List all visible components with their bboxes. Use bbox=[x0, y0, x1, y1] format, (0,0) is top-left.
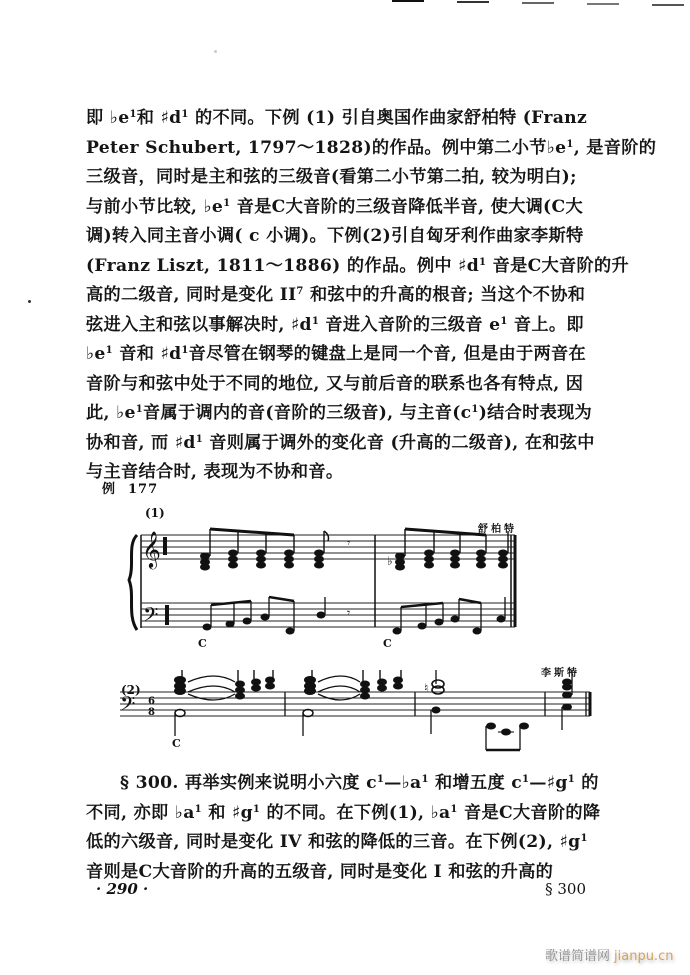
text-line-content: (Franz Liszt, 1811～1886) 的作品。例中 $♯d^1$ 音是C大音阶的升 bbox=[86, 255, 629, 276]
rule-mark bbox=[457, 1, 489, 3]
score-example-1 bbox=[125, 525, 525, 640]
svg-text:𝄞: 𝄞 bbox=[142, 530, 161, 568]
section-number: § 300. bbox=[120, 773, 185, 793]
text-line bbox=[86, 104, 616, 134]
text-line-content: 协和音, 而 $♯d^1$ 音则属于调外的变化音 (升高的二级音), 在和弦中 bbox=[86, 432, 595, 453]
part-1-composer: 舒柏特 bbox=[478, 524, 517, 535]
chord-label-c: C bbox=[198, 637, 207, 650]
text-line: 不同, 亦即 $♭a^1$ 和 $♯g^1$ 的不同。在下例(1), $♭a^1$ 音是C大音阶的降 bbox=[86, 802, 601, 823]
part-2-label: (2) bbox=[121, 683, 141, 697]
watermark bbox=[545, 945, 673, 964]
watermark-cn: 歌谱简谱网 bbox=[545, 949, 611, 964]
svg-text:♭: ♭ bbox=[387, 554, 393, 568]
text-line bbox=[86, 222, 616, 252]
text-line: 低的六级音, 同时是变化 IV 和弦的降低的三音。在下例(2), $♯g^1$ bbox=[86, 832, 588, 852]
text-line bbox=[86, 429, 616, 459]
top-edge-rules bbox=[0, 0, 690, 8]
text-line-content: 与主音结合时, 表现为不协和音。 bbox=[86, 462, 344, 482]
text-line: § 300. 再举实例来说明小六度 $c^1—♭a^1$ 和增五度 $c^1—♯g^1$ 的 bbox=[120, 773, 599, 793]
example-word: 例 bbox=[102, 482, 117, 497]
text-line-content: 此, $♭e^1$音属于调内的音(音阶的三级音), 与主音$(c^1)$结合时表现为 bbox=[86, 403, 593, 423]
text-line-content: 调)转入同主音小调( c 小调)。下例(2)引自匈牙利作曲家李斯特 bbox=[86, 226, 584, 246]
text-line bbox=[86, 340, 616, 370]
rule-mark bbox=[652, 4, 684, 6]
text-line bbox=[86, 163, 616, 193]
text-line-content: $♭e^1$ 音和 $♯d^1$音尽管在钢琴的键盘上是同一个音, 但是由于两音在 bbox=[86, 344, 586, 364]
text-line-content: 弦进入主和弦以事解决时, $♯d^1$ 音进入音阶的三级音 $e^1$ 音上。即 bbox=[86, 314, 584, 335]
text-line-content: 三级音，同时是主和弦的三级音(看第二小节第二拍, 较为明白); bbox=[86, 167, 577, 187]
svg-text:♮: ♮ bbox=[424, 681, 429, 695]
svg-text:𝄢: 𝄢 bbox=[120, 692, 136, 720]
page-number: · 290 · bbox=[96, 880, 149, 898]
score-example-2 bbox=[120, 670, 600, 755]
text-line bbox=[86, 193, 616, 223]
chord-label-c: C bbox=[172, 737, 181, 750]
text-line-content: 与前小节比较, $♭e^1$ 音是C大音阶的三级音降低半音, 使大调(C大 bbox=[86, 196, 583, 217]
scan-speck bbox=[214, 50, 217, 53]
svg-text:𝄾: 𝄾 bbox=[347, 606, 351, 620]
svg-text:8: 8 bbox=[148, 707, 155, 718]
text-line bbox=[86, 281, 616, 311]
paragraph-2 bbox=[86, 769, 616, 887]
text-line bbox=[86, 252, 629, 282]
part-1-label: (1) bbox=[145, 506, 165, 520]
example-number: 177 bbox=[128, 482, 159, 497]
chord-label-c: C bbox=[383, 637, 392, 650]
text-line-content: 高的二级音, 同时是变化 $II^7$ 和弦中的升高的根音; 当这个不协和 bbox=[86, 285, 586, 305]
text-line bbox=[86, 399, 616, 429]
text-line bbox=[86, 134, 657, 164]
section-reference: § 300 bbox=[545, 880, 586, 898]
watermark-en: jianpu.cn bbox=[614, 949, 674, 964]
scan-speck bbox=[28, 300, 31, 303]
example-label bbox=[102, 478, 158, 497]
text-line: 音则是C大音阶的升高的五级音, 同时是变化 I 和弦的升高的 bbox=[86, 861, 554, 882]
svg-text:𝄢: 𝄢 bbox=[143, 603, 159, 631]
paragraph-1 bbox=[86, 104, 657, 488]
svg-text:𝄾: 𝄾 bbox=[347, 536, 351, 550]
rule-mark bbox=[522, 2, 554, 4]
rule-mark bbox=[392, 0, 424, 2]
text-line bbox=[86, 458, 616, 488]
part-2-composer: 李斯特 bbox=[541, 668, 580, 679]
svg-text:6: 6 bbox=[148, 696, 155, 707]
text-line-content: 即 $♭e^1$和 $♯d^1$ 的不同。下例 (1) 引自奥国作曲家舒柏特 (Franz bbox=[86, 108, 588, 128]
text-line bbox=[86, 370, 616, 400]
text-line-content: 音阶与和弦中处于不同的地位, 又与前后音的联系也各有特点, 因 bbox=[86, 373, 584, 394]
rule-mark bbox=[587, 3, 619, 5]
text-line bbox=[86, 311, 616, 341]
text-line-content: Peter Schubert, 1797～1828)的作品。例中第二小节$♭e^1$, 是音阶的 bbox=[86, 137, 657, 158]
